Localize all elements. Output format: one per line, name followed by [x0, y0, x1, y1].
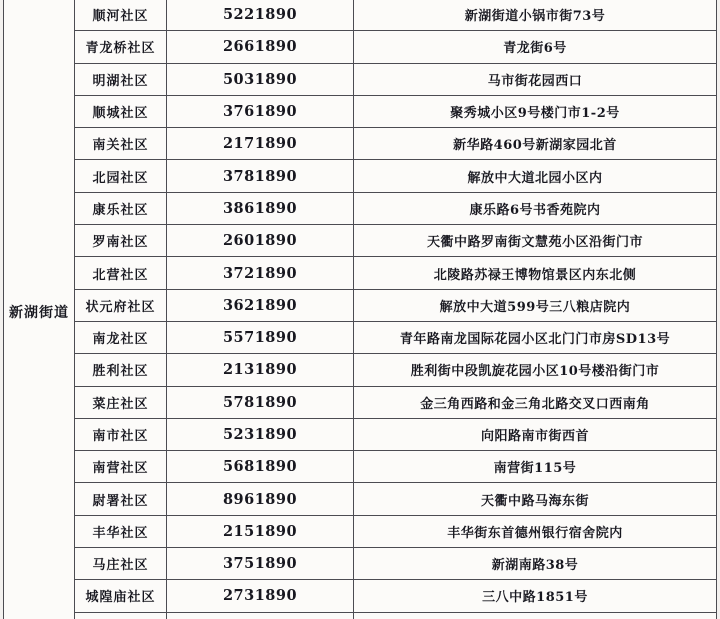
table-row [4, 451, 717, 483]
community-cell: 康乐社区 [75, 192, 167, 224]
phone-cell: 2731890 [167, 580, 354, 612]
phone-cell: 3721890 [167, 257, 354, 289]
phone-cell: 2601890 [167, 225, 354, 257]
address-cell: 向阳路南市街西首 [354, 418, 717, 450]
community-cell: 青龙桥社区 [75, 31, 167, 63]
address-cell: 天衢中路罗南街文慧苑小区沿街门市 [354, 225, 717, 257]
address-cell: 南营街115号 [354, 451, 717, 483]
address-cell: 天衢中路马海东街 [354, 483, 717, 515]
address-cell: 解放中大道599号三八粮店院内 [354, 289, 717, 321]
table-row-partial [4, 612, 717, 619]
address-cell: 新湖街道小锅市街73号 [354, 0, 717, 31]
address-cell: 马市街花园西口 [354, 63, 717, 95]
table-row [4, 31, 717, 63]
address-cell: 胜利街中段凯旋花园小区10号楼沿街门市 [354, 354, 717, 386]
phone-cell: 2131890 [167, 354, 354, 386]
phone-cell: 3861890 [167, 192, 354, 224]
phone-cell: 5221890 [167, 0, 354, 31]
community-cell: 状元府社区 [75, 289, 167, 321]
community-cell: 北园社区 [75, 160, 167, 192]
address-cell: 新华路460号新湖家园北首 [354, 128, 717, 160]
table-row [4, 225, 717, 257]
phone-cell: 2151890 [167, 515, 354, 547]
phone-cell [167, 612, 354, 619]
table-row [4, 257, 717, 289]
table-row [4, 548, 717, 580]
community-cell: 明湖社区 [75, 63, 167, 95]
community-cell: 顺河社区 [75, 0, 167, 31]
table-row [4, 354, 717, 386]
address-cell: 丰华街东首德州银行宿舍院内 [354, 515, 717, 547]
table-row [4, 192, 717, 224]
table-row [4, 160, 717, 192]
phone-cell: 5781890 [167, 386, 354, 418]
community-cell: 顺城社区 [75, 95, 167, 127]
community-cell: 北营社区 [75, 257, 167, 289]
directory-table [3, 0, 717, 619]
community-cell: 城隍庙社区 [75, 580, 167, 612]
table-row [4, 95, 717, 127]
address-cell: 解放中大道北园小区内 [354, 160, 717, 192]
phone-cell: 5571890 [167, 321, 354, 353]
community-cell: 罗南社区 [75, 225, 167, 257]
table-row [4, 63, 717, 95]
community-cell: 丰华社区 [75, 515, 167, 547]
phone-cell: 5231890 [167, 418, 354, 450]
address-cell: 北陵路苏禄王博物馆景区内东北侧 [354, 257, 717, 289]
table-row [4, 0, 717, 31]
table-row [4, 418, 717, 450]
phone-cell: 8961890 [167, 483, 354, 515]
street-merged-cell: 新湖街道 [4, 0, 75, 619]
phone-cell: 3751890 [167, 548, 354, 580]
table-row [4, 386, 717, 418]
address-cell: 三八中路1851号 [354, 580, 717, 612]
table-row [4, 515, 717, 547]
address-cell: 金三角西路和金三角北路交叉口西南角 [354, 386, 717, 418]
phone-cell: 3621890 [167, 289, 354, 321]
phone-cell: 3781890 [167, 160, 354, 192]
directory-table-body [4, 0, 717, 619]
phone-cell: 2171890 [167, 128, 354, 160]
table-row [4, 289, 717, 321]
table-row [4, 321, 717, 353]
phone-cell: 2661890 [167, 31, 354, 63]
community-cell: 胜利社区 [75, 354, 167, 386]
table-row [4, 483, 717, 515]
table-row [4, 580, 717, 612]
address-cell: 青龙街6号 [354, 31, 717, 63]
phone-cell: 5031890 [167, 63, 354, 95]
community-cell: 南关社区 [75, 128, 167, 160]
address-cell: 康乐路6号书香苑院内 [354, 192, 717, 224]
address-cell: 聚秀城小区9号楼门市1-2号 [354, 95, 717, 127]
community-cell [75, 612, 167, 619]
community-cell: 南龙社区 [75, 321, 167, 353]
community-cell: 马庄社区 [75, 548, 167, 580]
community-cell: 尉署社区 [75, 483, 167, 515]
phone-cell: 5681890 [167, 451, 354, 483]
address-cell: 新湖南路38号 [354, 548, 717, 580]
phone-cell: 3761890 [167, 95, 354, 127]
community-cell: 菜庄社区 [75, 386, 167, 418]
address-cell: 青年路南龙国际花园小区北门门市房SD13号 [354, 321, 717, 353]
community-cell: 南营社区 [75, 451, 167, 483]
table-row [4, 128, 717, 160]
community-cell: 南市社区 [75, 418, 167, 450]
address-cell [354, 612, 717, 619]
